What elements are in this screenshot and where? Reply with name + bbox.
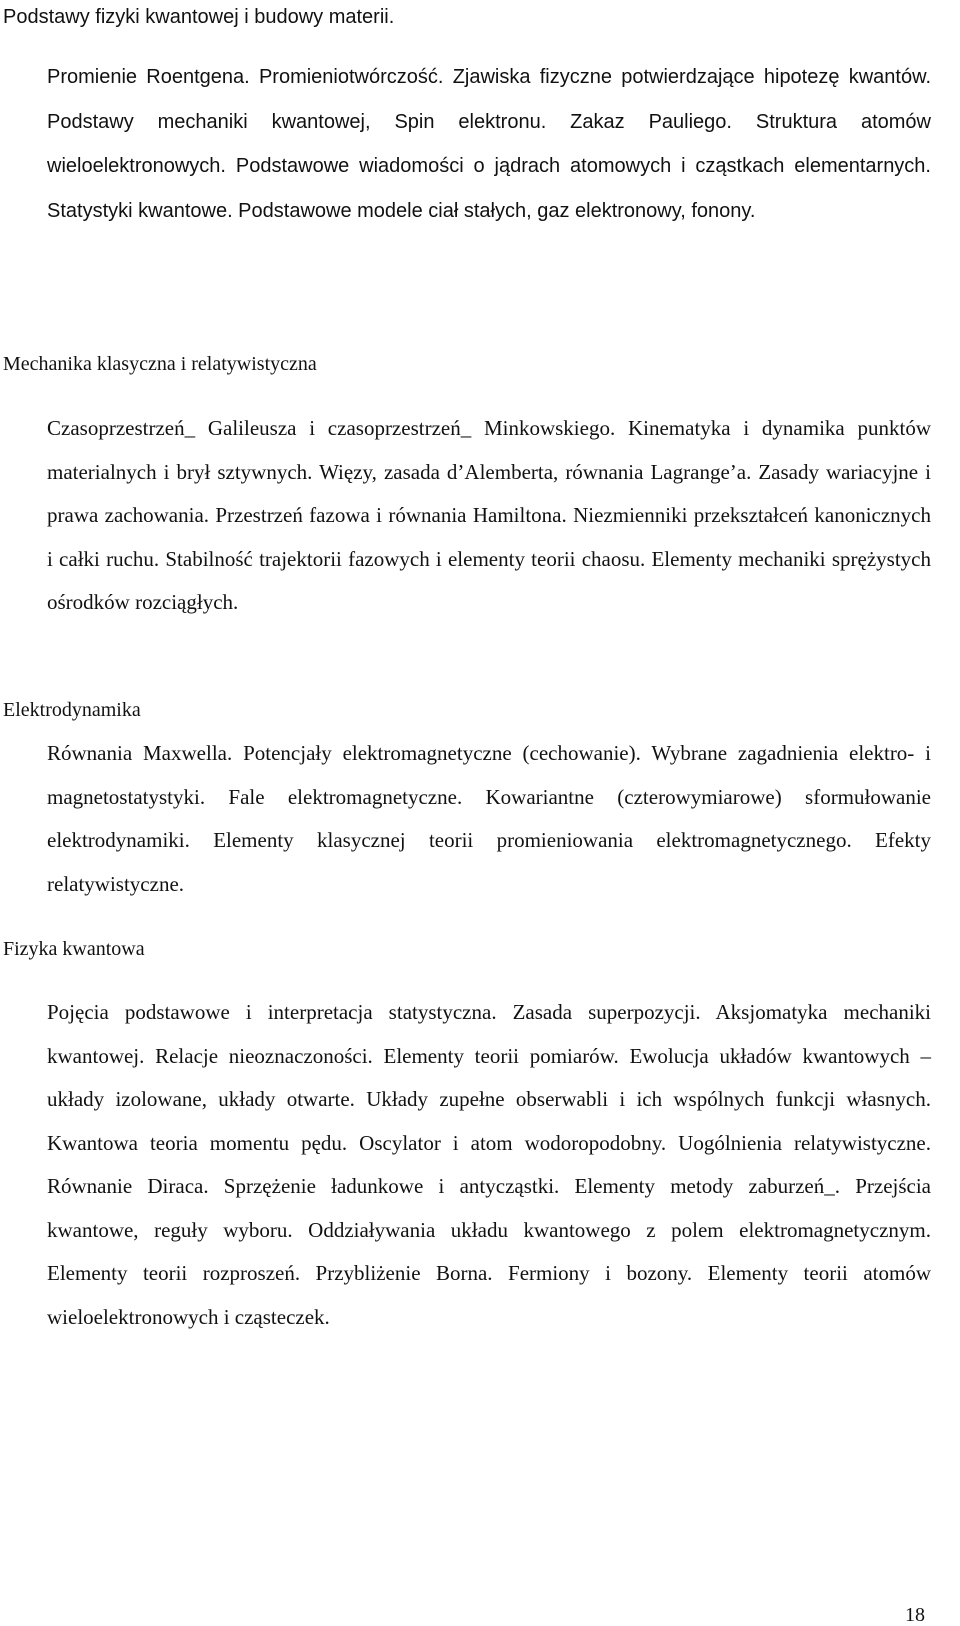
- section-title-classical-mechanics: Mechanika klasyczna i relatywistyczna: [3, 353, 317, 375]
- section-title-quantum-physics: Fizyka kwantowa: [3, 938, 145, 960]
- section-paragraph-electrodynamics: Równania Maxwella. Potencjały elektromagnetyczne (cechowanie). Wybrane zagadnienia elektro- i magnetostatystyki. Fale elektromagnetyczne. Kowariantne (czterowymiarowe) sformułowanie elektrodynamiki. Elementy klasycznej teorii promieniowania elektromagnetycznego. Efekty relatywistyczne.: [47, 741, 931, 896]
- page-number: 18: [905, 1604, 925, 1626]
- section-title-quantum-matter: Podstawy fizyki kwantowej i budowy materii.: [3, 6, 395, 28]
- section-title-electrodynamics: Elektrodynamika: [3, 699, 141, 721]
- section-paragraph-quantum-matter: Promienie Roentgena. Promieniotwórczość. Zjawiska fizyczne potwierdzające hipotezę kwantów. Podstawy mechaniki kwantowej, Spin elektronu. Zakaz Pauliego. Struktura atomów wieloelektronowych. Podstawowe wiadomości o jądrach atomowych i cząstkach elementarnych. Statystyki kwantowe. Podstawowe modele ciał stałych, gaz elektronowy, fonony.: [47, 66, 931, 222]
- section-paragraph-quantum-physics: Pojęcia podstawowe i interpretacja statystyczna. Zasada superpozycji. Aksjomatyka mechaniki kwantowej. Relacje nieoznaczoności. Elementy teorii pomiarów. Ewolucja układów kwantowych – układy izolowane, układy otwarte. Układy zupełne obserwabli i ich wspólnych funkcji własnych. Kwantowa teoria momentu pędu. Oscylator i atom wodoropodobny. Uogólnienia relatywistyczne. Równanie Diraca. Sprzężenie ładunkowe i antycząstki. Elementy metody zaburzeń_. Przejścia kwantowe, reguły wyboru. Oddziaływania układu kwantowego z polem elektromagnetycznym. Elementy teorii rozproszeń. Przybliżenie Borna. Fermiony i bozony. Elementy teorii atomów wieloelektronowych i cząsteczek.: [47, 1000, 931, 1329]
- section-paragraph-classical-mechanics: Czasoprzestrzeń_ Galileusza i czasoprzestrzeń_ Minkowskiego. Kinematyka i dynamika punktów materialnych i brył sztywnych. Więzy, zasada d’Alemberta, równania Lagrange’a. Zasady wariacyjne i prawa zachowania. Przestrzeń fazowa i równania Hamiltona. Niezmienniki przekształceń kanonicznych i całki ruchu. Stabilność trajektorii fazowych i elementy teorii chaosu. Elementy mechaniki sprężystych ośrodków rozciągłych.: [47, 416, 931, 614]
